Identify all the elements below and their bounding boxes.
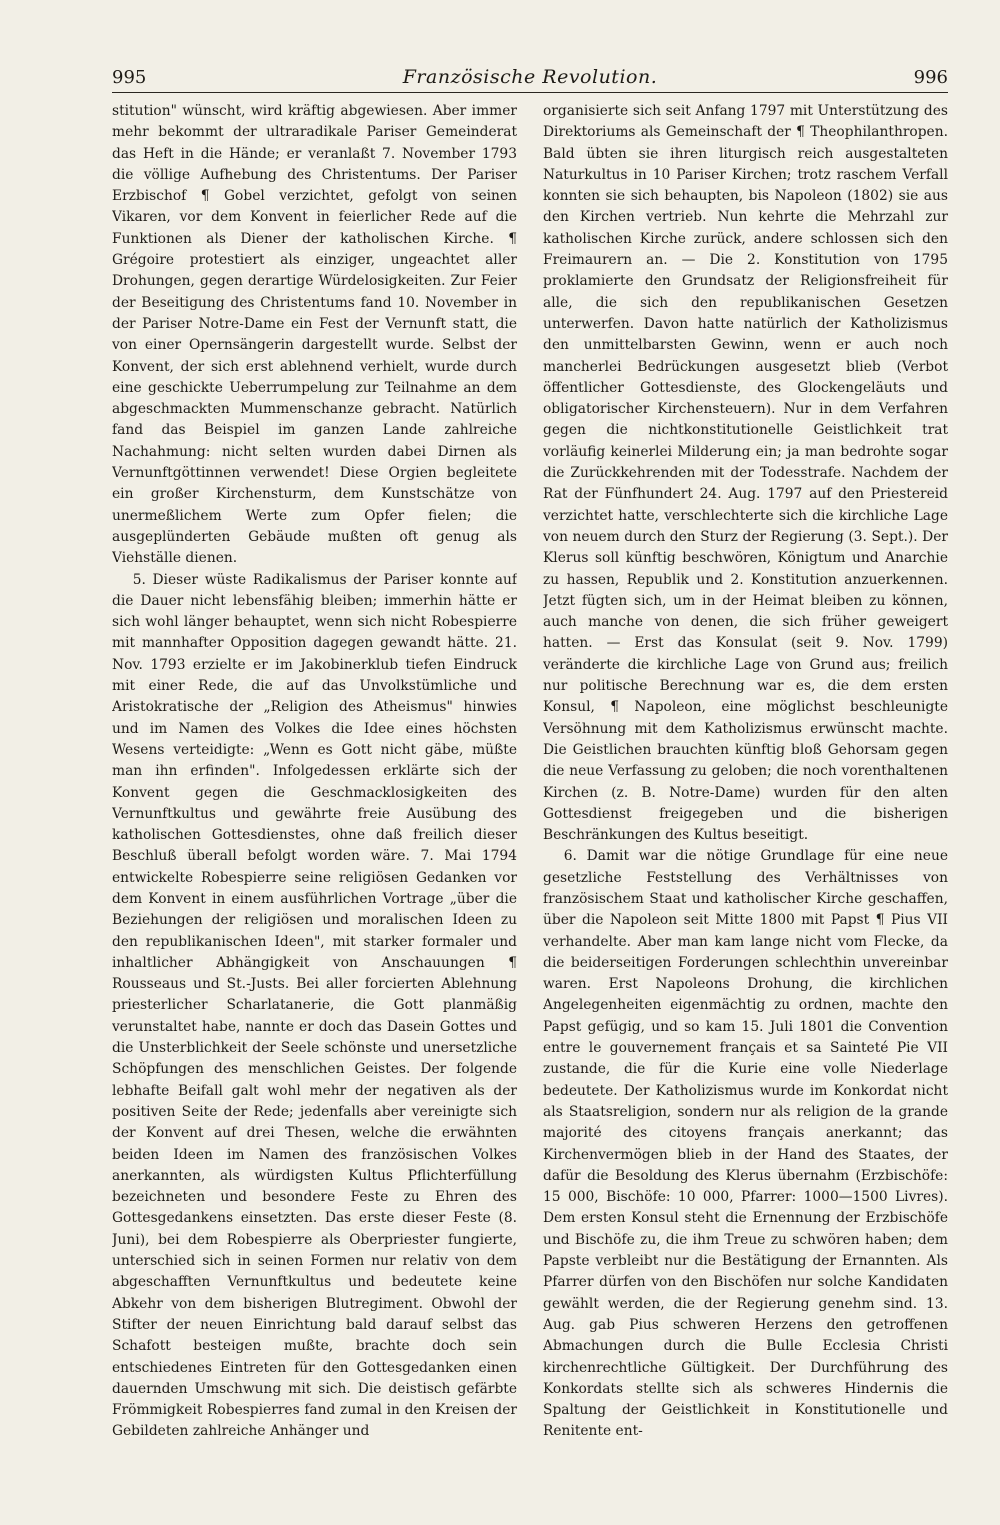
paragraph: 6. Damit war die nötige Grundlage für eine neue gesetzliche Feststellung des Verhältnisses von französischem Staat und katholischer Kirche geschaffen, über die Napoleon seit Mitte 1800 mit Papst ¶ Pius VII verhandelte. Aber man kam lange nicht vom Flecke, da die beiderseitigen Forderungen schlechthin unvereinbar waren. Erst Napoleons Drohung, die kirchlichen Angelegenheiten eigenmächtig zu ordnen, machte den Papst gefügig, und so kam 15. Juli 1801 die Convention entre le gouvernement français et sa Sainteté Pie VII zustande, die für die Kurie eine volle Niederlage bedeutete. Der Katholizismus wurde im Konkordat nicht als Staatsreligion, sondern nur als religion de la grande majorité des citoyens français anerkannt; das Kirchenvermögen blieb in der Hand des Staates, der dafür die Besoldung des Klerus übernahm (Erzbischöfe: 15 000, Bischöfe: 10 000, Pfarrer: 1000—1500 Livres). Dem ersten Konsul steht die Ernennung der Erzbischöfe und Bischöfe zu, die ihm Treue zu schwören haben; dem Papste verbleibt nur die Bestätigung der Ernannten. Als Pfarrer dürfen von den Bischöfen nur solche Kandidaten gewählt werden, die der Regierung genehm sind. 13. Aug. gab Pius schweren Herzens den getroffenen Abmachungen durch die Bulle Ecclesia Christi kirchenrechtliche Gültigkeit. Der Durchführung des Konkordats stellte sich als schweres Hindernis die Spaltung der Geistlichkeit in Konstitutionelle und Renitente ent-: [543, 848, 948, 1440]
paragraph: organisierte sich seit Anfang 1797 mit Unterstützung des Direktoriums als Gemeinschaft der ¶ Theophilanthropen. Bald übten sie ihren liturgisch reich ausgestalteten Naturkultus in 10 Pariser Kirchen; trotz raschem Verfall konnten sie sich behaupten, bis Napoleon (1802) sie aus den Kirchen vertrieb. Nun kehrte die Mehrzahl zur katholischen Kirche zurück, andere schlossen sich den Freimaurern an. — Die 2. Konstitution von 1795 proklamierte den Grundsatz der Religionsfreiheit für alle, die sich den republikanischen Gesetzen unterwerfen. Davon hatte natürlich der Katholizismus den unmittelbarsten Gewinn, wenn er auch noch mancherlei Bedrückungen ausgesetzt blieb (Verbot öffentlicher Gottesdienste, des Glockengeläuts und obligatorischer Kirchensteuern). Nur in dem Verfahren gegen die nichtkonstitutionelle Geistlichkeit trat vorläufig keinerlei Milderung ein; ja man bedrohte sogar die Zurückkehrenden mit der Todesstrafe. Nachdem der Rat der Fünfhundert 24. Aug. 1797 auf den Priestereid verzichtet hatte, verschlechterte sich die kirchliche Lage von neuem durch den Sturz der Regierung (3. Sept.). Der Klerus soll künftig beschwören, Königtum und Anarchie zu hassen, Republik und 2. Konstitution anzuerkennen. Jetzt fügten sich, um in der Heimat bleiben zu können, auch manche von denen, die sich früher geweigert hatten. — Erst das Konsulat (seit 9. Nov. 1799) veränderte die kirchliche Lage von Grund aus; freilich nur politische Berechnung war es, die dem ersten Konsul, ¶ Napoleon, eine möglichst beschleunigte Versöhnung mit dem Katholizismus erwünscht machte. Die Geistlichen brauchten künftig bloß Gehorsam gegen die neue Verfassung zu geloben; die noch vorenthaltenen Kirchen (z. B. Notre-Dame) wurden für den alten Gottesdienst freigegeben und die bisherigen Beschränkungen des Kultus beseitigt.: [543, 103, 948, 844]
paragraph: stitution" wünscht, wird kräftig abgewiesen. Aber immer mehr bekommt der ultraradikale Pariser Gemeinderat das Heft in die Hände; er veranlaßt 7. November 1793 die völlige Aufhebung des Christentums. Der Pariser Erzbischof ¶ Gobel verzichtet, gefolgt von seinen Vikaren, vor dem Konvent in feierlicher Rede auf die Funktionen als Diener der katholischen Kirche. ¶ Grégoire protestiert als einziger, ungeachtet aller Drohungen, gegen derartige Würdelosigkeiten. Zur Feier der Beseitigung des Christentums fand 10. November in der Pariser Notre-Dame ein Fest der Vernunft statt, die von einer Opernsängerin dargestellt wurde. Selbst der Konvent, der sich erst ablehnend verhielt, wurde durch eine geschickte Ueberrumpelung zur Teilnahme an dem abgeschmackten Mummenschanze gebracht. Natürlich fand das Beispiel im ganzen Lande zahlreiche Nachahmung: nicht selten wurden dabei Dirnen als Vernunftgöttinnen verwendet! Diese Orgien begleitete ein großer Kirchensturm, dem Kunstschätze von unermeßlichem Werte zum Opfer fielen; die ausgeplünderten Gebäude mußten oft genug als Viehställe dienen.: [112, 103, 517, 567]
running-title: Französische Revolution.: [402, 66, 658, 88]
page-number-left: 995: [112, 67, 147, 88]
paragraph: 5. Dieser wüste Radikalismus der Pariser konnte auf die Dauer nicht lebensfähig bleiben; immerhin hätte er sich wohl länger behauptet, wenn sich nicht Robespierre mit mannhafter Opposition dagegen gewandt hätte. 21. Nov. 1793 erzielte er im Jakobinerklub tiefen Eindruck mit einer Rede, die auf das Unvolkstümliche und Aristokratische der „Religion des Atheismus" hinwies und im Namen des Volkes die Idee eines höchsten Wesens verteidigte: „Wenn es Gott nicht gäbe, müßte man ihn erfinden". Infolgedessen erklärte sich der Konvent gegen die Geschmacklosigkeiten des Vernunftkultus und gewährte freie Ausübung des katholischen Gottesdienstes, ohne daß freilich dieser Beschluß überall befolgt worden wäre. 7. Mai 1794 entwickelte Robespierre seine religiösen Gedanken vor dem Konvent in einem ausführlichen Vortrage „über die Beziehungen der religiösen und moralischen Ideen zu den republikanischen Ideen", mit starker formaler und inhaltlicher Abhängigkeit von Anschauungen ¶ Rousseaus und St.-Justs. Bei aller forcierten Ablehnung priesterlicher Scharlatanerie, die Gott planmäßig verunstaltet habe, nannte er doch das Dasein Gottes und die Unsterblichkeit der Seele schönste und unersetzliche Schöpfungen des menschlichen Geistes. Der folgende lebhafte Beifall galt wohl mehr der negativen als der positiven Seite der Rede; jedenfalls aber vereinigte sich der Konvent auf drei Thesen, welche die erwähnten beiden Ideen im Namen des französischen Volkes anerkannten, als würdigsten Kultus Pflichterfüllung bezeichneten und besondere Feste zu Ehren des Gottesgedankens einsetzten. Das erste dieser Feste (8. Juni), bei dem Robespierre als Oberpriester fungierte, unterschied sich in seinen Formen nur relativ von dem abgeschafften Vernunftkultus und bedeutete keine Abkehr von dem bisherigen Blutregiment. Obwohl der Stifter der neuen Einrichtung bald darauf selbst das Schafott besteigen mußte, brachte doch sein entschiedenes Eintreten für den Gottesgedanken einen dauernden Umschwung mit sich. Die deistisch gefärbte Frömmigkeit Robespierres fand zumal in den Kreisen der Gebildeten zahlreiche Anhänger und: [112, 571, 517, 1440]
running-header: [112, 66, 948, 93]
right-column: [543, 101, 948, 1441]
left-column: [112, 101, 517, 1441]
text-columns: [112, 101, 948, 1441]
page-number-right: 996: [913, 67, 948, 88]
